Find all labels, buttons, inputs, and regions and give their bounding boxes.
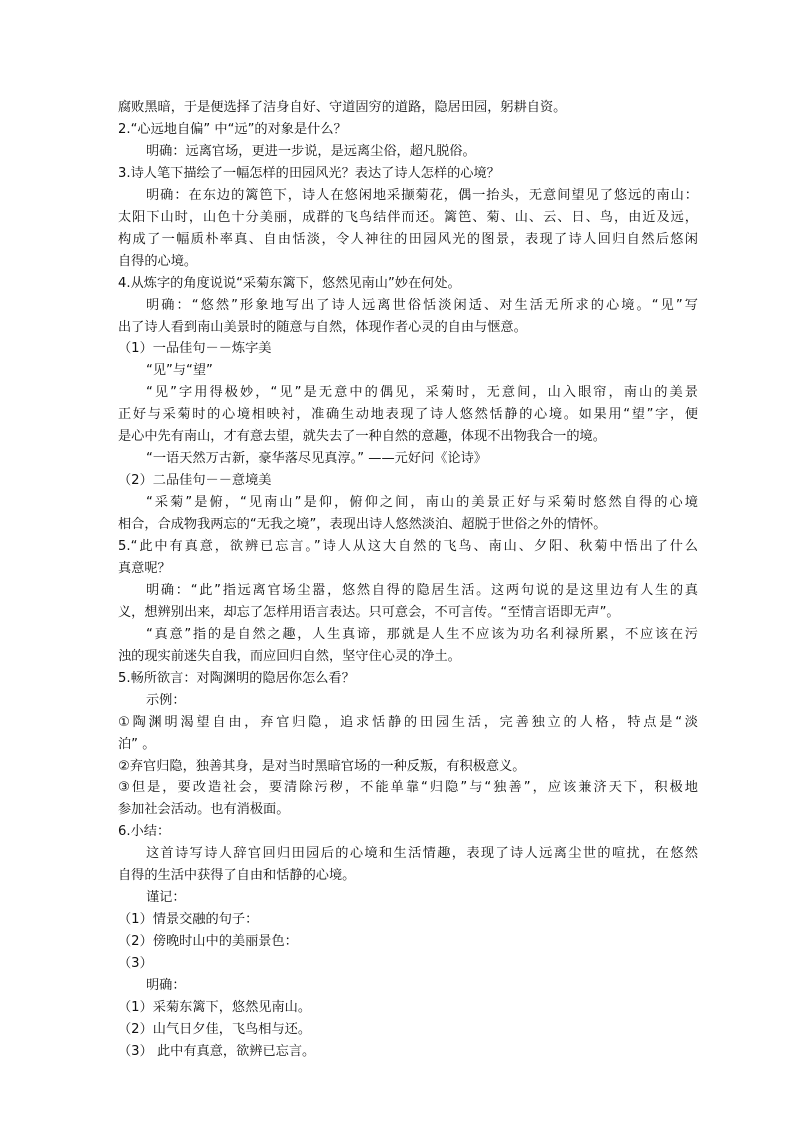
text-line: ②弃官归隐，独善其身，是对当时黑暗官场的一种反叛，有积极意义。 [118,758,526,774]
text-line: （2）二品佳句－－意境美 [118,473,272,489]
text-line: （2）山气日夕佳，飞鸟相与还。 [118,1021,312,1037]
text-line: ①陶渊明渴望自由，弃官归隐，追求恬静的田园生活，完善独立的人格，特点是“淡 [118,714,698,730]
text-line: 真意呢？ [118,560,171,576]
text-line: 浊的现实前迷失自我，而应回归自然，坚守住心灵的净土。 [118,648,461,664]
text-line: 泊” 。 [118,736,156,752]
text-line: 自得的生活中获得了自由和恬静的心境。 [118,868,356,884]
text-line: 5.“此中有真意，欲辨已忘言。”诗人从这大自然的飞鸟、南山、夕阳、秋菊中悟出了什么 [118,539,698,554]
text-line: “一语天然万古新，豪华落尽见真淳。” ——元好问《论诗》 [146,451,487,467]
text-line: 出了诗人看到南山美景时的随意与自然，体现作者心灵的自由与惬意。 [118,319,527,335]
text-line: （3） 此中有真意，欲辨已忘言。 [118,1043,316,1059]
text-line: （1）一品佳句－－炼字美 [118,341,272,357]
text-line: 这首诗写诗人辞官回归田园后的心境和生活情趣，表现了诗人远离尘世的喧扰，在悠然 [146,846,698,862]
text-line: （2）傍晚时山中的美丽景色： [118,934,298,950]
text-line: 腐败黑暗，于是便选择了洁身自好、守道固穷的道路，隐居田园，躬耕自资。 [118,100,567,115]
text-line: 相合，合成物我两忘的“无我之境”，表现出诗人悠然淡泊、超脱于世俗之外的情怀。 [118,517,607,533]
text-line: 6.小结： [118,824,171,840]
text-line: “见”字用得极妙，“见”是无意中的偶见，采菊时，无意间，山入眼帘，南山的美景 [146,385,698,401]
text-line: “见”与“望” [146,363,213,379]
text-line: 参加社会活动。也有消极面。 [118,802,290,818]
text-line: 示例： [146,692,186,708]
text-line: 明确：远离官场，更进一步说，是远离尘俗，超凡脱俗。 [146,143,476,159]
text-line: 3.诗人笔下描绘了一幅怎样的田园风光？表达了诗人怎样的心境？ [118,165,500,181]
text-line: （3） [118,956,153,972]
text-line: 构成了一幅质朴率真、自由恬淡，令人神往的田园风光的图景，表现了诗人回归自然后悠闲 [118,231,698,247]
text-line: 5.畅所欲言：对陶渊明的隐居你怎么看？ [118,670,355,686]
text-line: （1）采菊东篱下，悠然见南山。 [118,999,312,1015]
text-line: 明确：在东边的篱笆下，诗人在悠闲地采撷菊花，偶一抬头，无意间望见了悠远的南山： [146,187,698,203]
text-line: 明确：“此”指远离官场尘嚣，悠然自得的隐居生活。这两句说的是这里边有人生的真 [146,582,698,598]
text-line: “采菊”是俯，“见南山”是仰，俯仰之间，南山的美景正好与采菊时悠然自得的心境 [146,495,698,511]
text-line: 正好与采菊时的心境相映衬，准确生动地表现了诗人悠然恬静的心境。如果用“望”字，便 [118,407,698,423]
text-line: “真意”指的是自然之趣，人生真谛，那就是人生不应该为功名利禄所累，不应该在污 [146,626,698,642]
text-line: 太阳下山时，山色十分美丽，成群的飞鸟结伴而还。篱笆、菊、山、云、日、鸟，由近及远， [118,209,698,225]
text-line: （1）情景交融的句子： [118,912,259,928]
text-line: 明确： [146,978,186,993]
text-line: 谨记： [146,890,186,906]
text-line: 自得的心境。 [118,253,198,269]
text-line: 明确：“悠然”形象地写出了诗人远离世俗恬淡闲适、对生活无所求的心境。“见”写 [146,297,698,313]
text-line: ③但是，要改造社会，要清除污秽，不能单靠“归隐”与“独善”，应该兼济天下，积极地 [118,780,698,796]
text-line: 义，想辨别出来，却忘了怎样用语言表达。只可意会，不可言传。“至情言语即无声”。 [118,604,620,620]
text-line: 是心中先有南山，才有意去望，就失去了一种自然的意趣，体现不出物我合一的境。 [118,429,606,445]
text-line: 4.从炼字的角度说说“采菊东篱下，悠然见南山”妙在何处。 [118,275,461,291]
text-line: 2.“心远地自偏” 中“远”的对象是什么？ [118,121,347,137]
